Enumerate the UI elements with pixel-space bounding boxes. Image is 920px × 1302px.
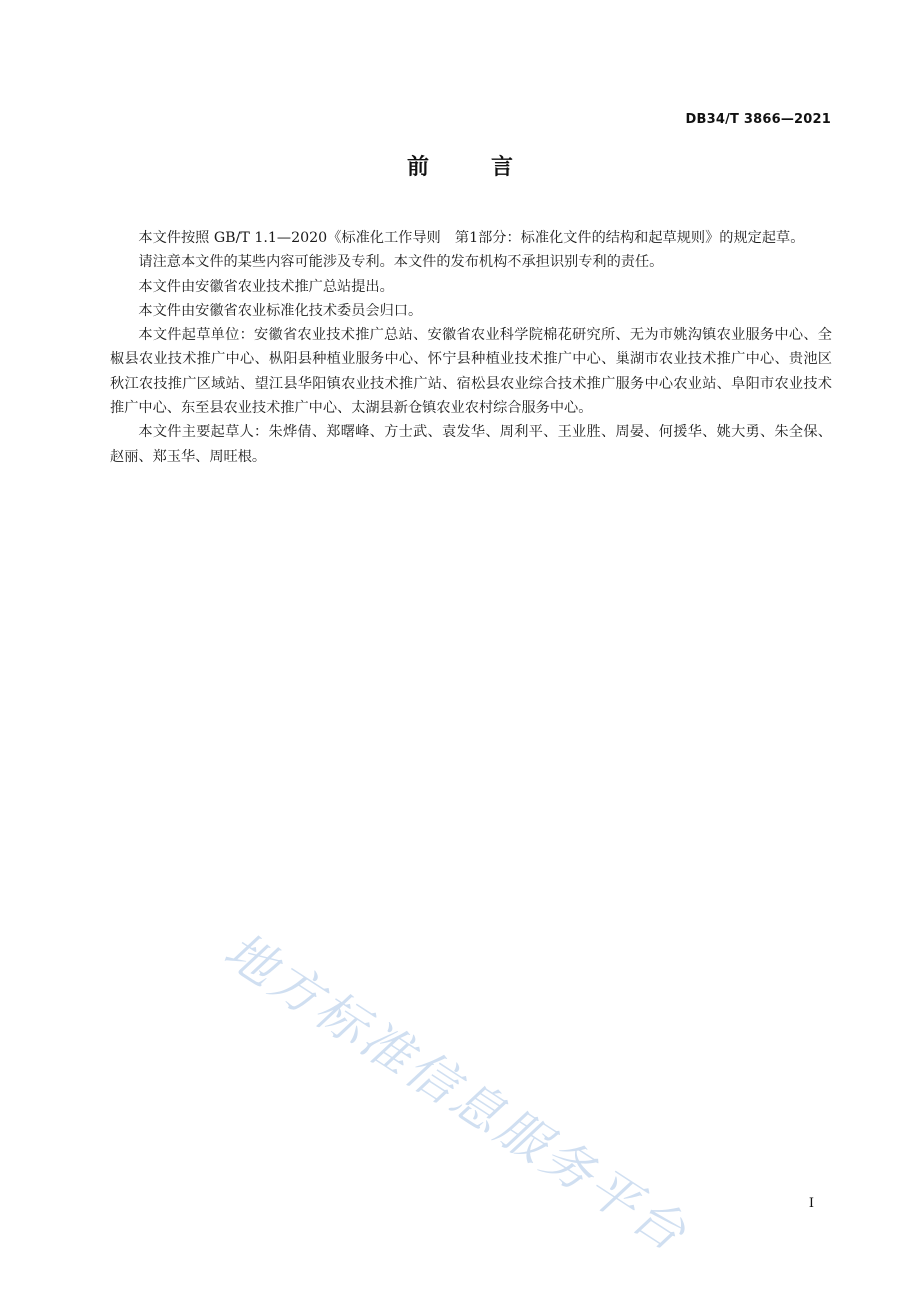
- paragraph-responsible-committee: 本文件由安徽省农业标准化技术委员会归口。: [138, 302, 423, 319]
- paragraph-proposer: 本文件由安徽省农业技术推广总站提出。: [138, 278, 394, 295]
- page-number: I: [808, 1196, 814, 1211]
- watermark-text: 地方标准信息服务平台: [214, 921, 699, 1264]
- document-code: DB34/T 3866—2021: [685, 112, 831, 127]
- paragraph-main-drafters: 本文件主要起草人：朱烨倩、郑曙峰、方士武、袁发华、周利平、王业胜、周晏、何援华、姚大勇、朱全保、赵丽、郑玉华、周旺根。: [110, 424, 832, 465]
- page-title: 前言: [406, 155, 575, 180]
- document-body: [110, 226, 832, 469]
- paragraph-drafting-units: 本文件起草单位：安徽省农业技术推广总站、安徽省农业科学院棉花研究所、无为市姚沟镇农业服务中心、全椒县农业技术推广中心、枞阳县种植业服务中心、怀宁县种植业技术推广中心、巢湖市农业技术推广中心、贵池区秋江农技推广区域站、望江县华阳镇农业技术推广站、宿松县农业综合技术推广服务中心农业站、阜阳市农业技术推广中心、东至县农业技术推广中心、太湖县新仓镇农业农村综合服务中心。: [110, 327, 832, 417]
- paragraph-patent-notice: 请注意本文件的某些内容可能涉及专利。本文件的发布机构不承担识别专利的责任。: [138, 254, 664, 271]
- paragraph-drafting-rules: 本文件按照 GB/T 1.1—2020《标准化工作导则 第1部分：标准化文件的结构和起草规则》的规定起草。: [138, 230, 805, 246]
